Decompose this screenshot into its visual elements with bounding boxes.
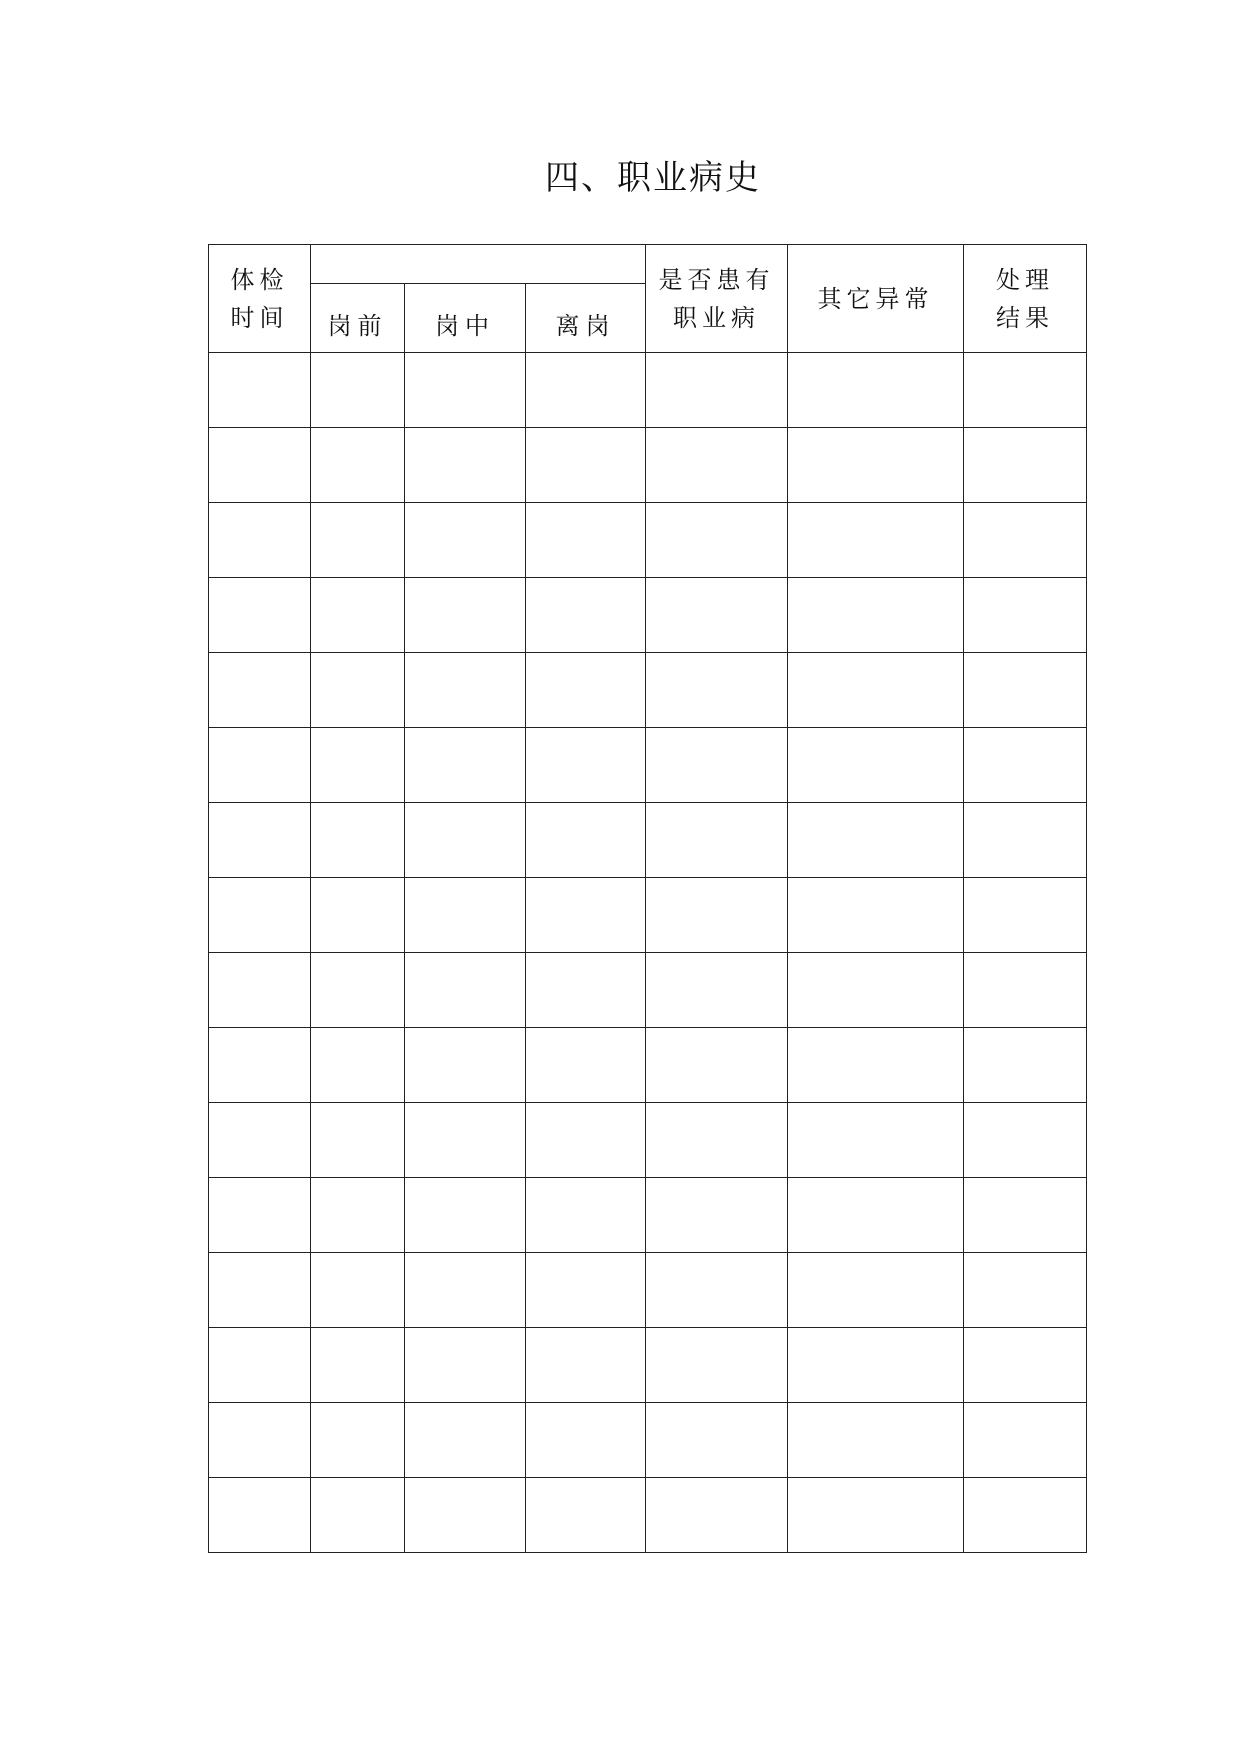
cell-exam-time[interactable] [209, 728, 311, 803]
cell-exam-time[interactable] [209, 953, 311, 1028]
table-row [209, 353, 1087, 428]
header-result [964, 245, 1087, 353]
cell-result[interactable] [964, 503, 1087, 578]
cell-result[interactable] [964, 1403, 1087, 1478]
cell-pre-post[interactable] [311, 953, 405, 1028]
table-row [209, 1028, 1087, 1103]
table-row [209, 578, 1087, 653]
cell-on-post[interactable] [405, 1253, 526, 1328]
cell-other-abnormal[interactable] [788, 353, 964, 428]
header-pre-post [311, 284, 405, 353]
cell-result[interactable] [964, 728, 1087, 803]
cell-exam-time[interactable] [209, 803, 311, 878]
cell-has-disease[interactable] [646, 578, 788, 653]
cell-on-post[interactable] [405, 803, 526, 878]
cell-pre-post[interactable] [311, 653, 405, 728]
cell-exam-time[interactable] [209, 1478, 311, 1553]
table-row [209, 878, 1087, 953]
cell-pre-post[interactable] [311, 1178, 405, 1253]
cell-on-post[interactable] [405, 503, 526, 578]
header-exam-time [209, 245, 311, 353]
cell-other-abnormal[interactable] [788, 428, 964, 503]
cell-has-disease[interactable] [646, 953, 788, 1028]
cell-result[interactable] [964, 1328, 1087, 1403]
cell-on-post[interactable] [405, 1478, 526, 1553]
cell-has-disease[interactable] [646, 353, 788, 428]
cell-result[interactable] [964, 1028, 1087, 1103]
cell-other-abnormal[interactable] [788, 878, 964, 953]
cell-other-abnormal[interactable] [788, 653, 964, 728]
cell-exam-time[interactable] [209, 353, 311, 428]
cell-exam-time[interactable] [209, 1253, 311, 1328]
header-has-disease [646, 245, 788, 353]
cell-result[interactable] [964, 578, 1087, 653]
cell-result[interactable] [964, 1478, 1087, 1553]
cell-pre-post[interactable] [311, 1103, 405, 1178]
cell-has-disease[interactable] [646, 1253, 788, 1328]
cell-leave-post[interactable] [526, 353, 646, 428]
table-row [209, 503, 1087, 578]
cell-other-abnormal[interactable] [788, 803, 964, 878]
cell-leave-post[interactable] [526, 428, 646, 503]
header-has-disease-label: 是否患有 职业病 [658, 265, 775, 332]
cell-result[interactable] [964, 1178, 1087, 1253]
header-other-abnormal-label: 其它异常 [817, 284, 934, 313]
cell-other-abnormal[interactable] [788, 1328, 964, 1403]
cell-leave-post[interactable] [526, 728, 646, 803]
cell-on-post[interactable] [405, 578, 526, 653]
cell-on-post[interactable] [405, 728, 526, 803]
cell-pre-post[interactable] [311, 1328, 405, 1403]
cell-has-disease[interactable] [646, 878, 788, 953]
cell-other-abnormal[interactable] [788, 1178, 964, 1253]
cell-leave-post[interactable] [526, 578, 646, 653]
cell-leave-post[interactable] [526, 803, 646, 878]
cell-other-abnormal[interactable] [788, 578, 964, 653]
cell-other-abnormal[interactable] [788, 1478, 964, 1553]
cell-result[interactable] [964, 953, 1087, 1028]
cell-has-disease[interactable] [646, 1478, 788, 1553]
header-pre-post-label: 岗前 [327, 312, 388, 340]
cell-leave-post[interactable] [526, 1478, 646, 1553]
cell-has-disease[interactable] [646, 803, 788, 878]
cell-other-abnormal[interactable] [788, 1103, 964, 1178]
cell-exam-time[interactable] [209, 1178, 311, 1253]
table-row [209, 653, 1087, 728]
cell-other-abnormal[interactable] [788, 1403, 964, 1478]
header-exam-time-label: 体检 时间 [230, 265, 289, 332]
occupational-history-table [208, 244, 1087, 1553]
cell-on-post[interactable] [405, 353, 526, 428]
cell-other-abnormal[interactable] [788, 1028, 964, 1103]
cell-leave-post[interactable] [526, 1103, 646, 1178]
table-row [209, 1403, 1087, 1478]
cell-has-disease[interactable] [646, 1403, 788, 1478]
cell-result[interactable] [964, 653, 1087, 728]
table-row [209, 1478, 1087, 1553]
cell-result[interactable] [964, 878, 1087, 953]
cell-other-abnormal[interactable] [788, 1253, 964, 1328]
cell-on-post[interactable] [405, 1103, 526, 1178]
cell-result[interactable] [964, 353, 1087, 428]
table-row [209, 1103, 1087, 1178]
cell-has-disease[interactable] [646, 1103, 788, 1178]
cell-result[interactable] [964, 803, 1087, 878]
cell-has-disease[interactable] [646, 503, 788, 578]
cell-exam-time[interactable] [209, 878, 311, 953]
cell-on-post[interactable] [405, 1403, 526, 1478]
cell-has-disease[interactable] [646, 1178, 788, 1253]
cell-leave-post[interactable] [526, 1028, 646, 1103]
cell-has-disease[interactable] [646, 1328, 788, 1403]
cell-exam-time[interactable] [209, 1028, 311, 1103]
cell-exam-time[interactable] [209, 1103, 311, 1178]
cell-leave-post[interactable] [526, 878, 646, 953]
cell-result[interactable] [964, 1253, 1087, 1328]
cell-leave-post[interactable] [526, 503, 646, 578]
cell-on-post[interactable] [405, 428, 526, 503]
cell-exam-time[interactable] [209, 653, 311, 728]
header-result-label: 处理 结果 [996, 265, 1055, 332]
cell-pre-post[interactable] [311, 1253, 405, 1328]
cell-leave-post[interactable] [526, 1403, 646, 1478]
header-on-post-label: 岗中 [435, 312, 495, 340]
cell-pre-post[interactable] [311, 578, 405, 653]
table-row [209, 1328, 1087, 1403]
cell-pre-post[interactable] [311, 728, 405, 803]
cell-pre-post[interactable] [311, 803, 405, 878]
table-row [209, 803, 1087, 878]
table-row [209, 1253, 1087, 1328]
page-title: 四、职业病史 [545, 158, 761, 198]
cell-pre-post[interactable] [311, 878, 405, 953]
cell-on-post[interactable] [405, 953, 526, 1028]
cell-on-post[interactable] [405, 1178, 526, 1253]
cell-exam-time[interactable] [209, 1328, 311, 1403]
cell-pre-post[interactable] [311, 428, 405, 503]
cell-leave-post[interactable] [526, 1178, 646, 1253]
cell-leave-post[interactable] [526, 953, 646, 1028]
table-row [209, 1178, 1087, 1253]
cell-pre-post[interactable] [311, 1478, 405, 1553]
table-row [209, 728, 1087, 803]
cell-on-post[interactable] [405, 878, 526, 953]
cell-has-disease[interactable] [646, 428, 788, 503]
header-post-stage-group [311, 245, 646, 284]
cell-pre-post[interactable] [311, 503, 405, 578]
cell-on-post[interactable] [405, 653, 526, 728]
table-row [209, 953, 1087, 1028]
table-row [209, 428, 1087, 503]
cell-other-abnormal[interactable] [788, 503, 964, 578]
cell-result[interactable] [964, 428, 1087, 503]
cell-other-abnormal[interactable] [788, 953, 964, 1028]
cell-leave-post[interactable] [526, 653, 646, 728]
cell-pre-post[interactable] [311, 353, 405, 428]
cell-on-post[interactable] [405, 1328, 526, 1403]
cell-exam-time[interactable] [209, 1403, 311, 1478]
cell-result[interactable] [964, 1103, 1087, 1178]
cell-leave-post[interactable] [526, 1253, 646, 1328]
cell-pre-post[interactable] [311, 1403, 405, 1478]
cell-leave-post[interactable] [526, 1328, 646, 1403]
header-other-abnormal [788, 245, 964, 353]
cell-exam-time[interactable] [209, 578, 311, 653]
cell-exam-time[interactable] [209, 503, 311, 578]
cell-has-disease[interactable] [646, 1028, 788, 1103]
cell-on-post[interactable] [405, 1028, 526, 1103]
header-leave-post-label: 离岗 [555, 312, 616, 340]
cell-pre-post[interactable] [311, 1028, 405, 1103]
cell-has-disease[interactable] [646, 728, 788, 803]
cell-has-disease[interactable] [646, 653, 788, 728]
cell-other-abnormal[interactable] [788, 728, 964, 803]
cell-exam-time[interactable] [209, 428, 311, 503]
header-on-post [405, 284, 526, 353]
header-leave-post [526, 284, 646, 353]
